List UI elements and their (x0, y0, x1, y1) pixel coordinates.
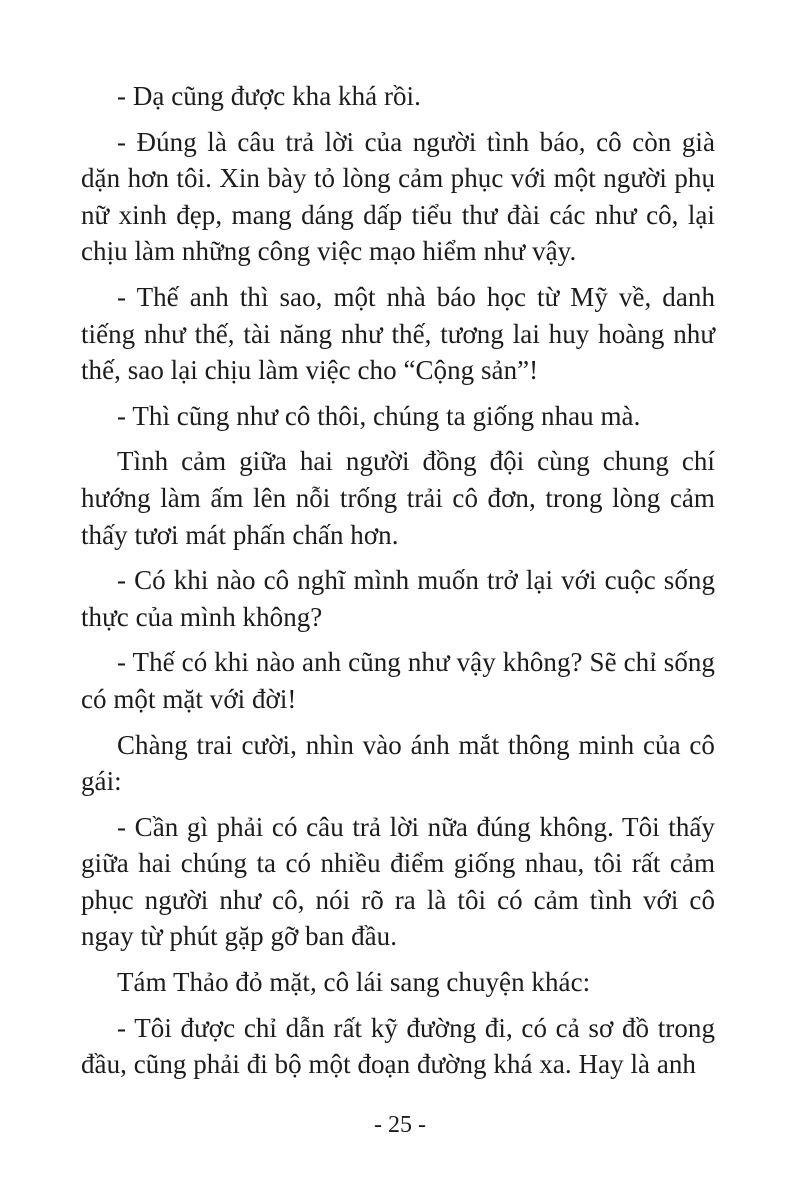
paragraph: Tám Thảo đỏ mặt, cô lái sang chuyện khác: (117, 967, 591, 998)
paragraph: - Dạ cũng được kha khá rồi. (117, 81, 421, 111)
paragraph: - Có khi nào cô nghĩ mình muốn trở lại với cuộc sống thực của mình không? (81, 565, 715, 632)
paragraph: - Cần gì phải có câu trả lời nữa đúng không. Tôi thấy giữa hai chúng ta có nhiều điểm giống nhau, tôi rất cảm phục người như cô, nói rõ ra là tôi có cảm tình với cô ngay từ phút gặp gỡ ban đầu. (81, 811, 715, 952)
paragraph: - Thế có khi nào anh cũng như vậy không? Sẽ chỉ sống có một mặt với đời! (81, 647, 715, 714)
paragraph: - Thế anh thì sao, một nhà báo học từ Mỹ về, danh tiếng như thế, tài năng như thế, tương lai huy hoàng như thế, sao lại chịu làm việc cho “Cộng sản”! (81, 281, 715, 386)
paragraph: Chàng trai cười, nhìn vào ánh mắt thông minh của cô gái: (81, 729, 715, 797)
paragraph: Tình cảm giữa hai người đồng đội cùng chung chí hướng làm ấm lên nỗi trống trải cô đơn, trong lòng cảm thấy tươi mát phấn chấn hơn. (81, 446, 715, 550)
paragraph: - Thì cũng như cô thôi, chúng ta giống nhau mà. (117, 400, 641, 431)
page-text-body (81, 78, 715, 1092)
page-number: - 25 - (374, 1112, 426, 1138)
paragraph: - Đúng là câu trả lời của người tình báo, cô còn già dặn hơn tôi. Xin bày tỏ lòng cảm phục với một người phụ nữ xinh đẹp, mang dáng dấp tiểu thư đài các như cô, lại chịu làm những công việc mạo hiểm như vậy. (81, 126, 715, 267)
paragraph: - Tôi được chỉ dẫn rất kỹ đường đi, có cả sơ đồ trong đầu, cũng phải đi bộ một đoạn đường khá xa. Hay là anh (81, 1012, 715, 1080)
